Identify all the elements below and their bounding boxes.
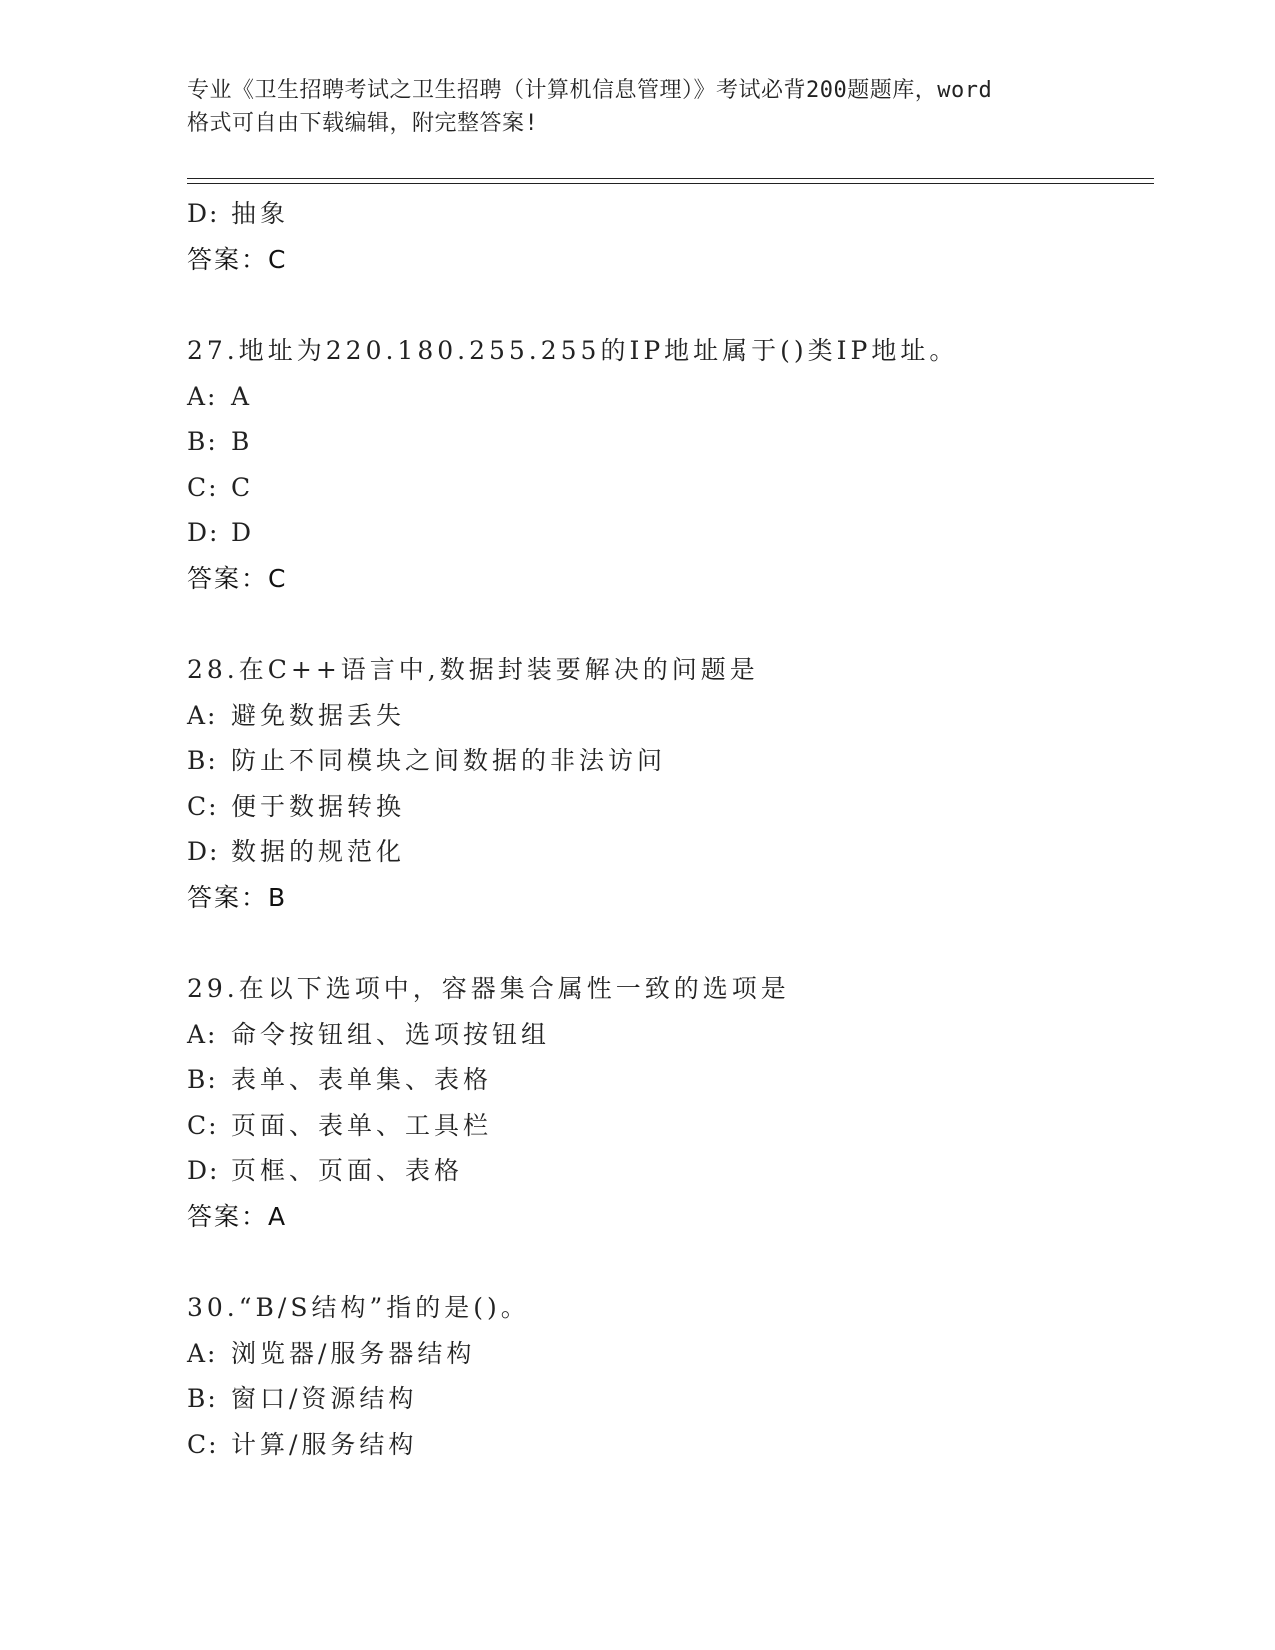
header-line-2: 格式可自由下载编辑，附完整答案! bbox=[187, 111, 539, 136]
question-block bbox=[187, 1285, 1147, 1467]
option-row bbox=[187, 829, 1147, 875]
option-text: 窗口/资源结构 bbox=[231, 1384, 418, 1413]
option-text: 表单、表单集、表格 bbox=[231, 1065, 493, 1094]
option-row bbox=[187, 1376, 1147, 1422]
option-text: 浏览器/服务器结构 bbox=[231, 1338, 476, 1368]
option-label: C: bbox=[187, 791, 219, 821]
option-label: D: bbox=[187, 1156, 220, 1185]
question-block bbox=[187, 647, 1147, 920]
option-row bbox=[187, 738, 1147, 784]
option-row bbox=[187, 1103, 1147, 1149]
option-row bbox=[187, 784, 1147, 830]
option-row bbox=[187, 1012, 1147, 1058]
option-text: A bbox=[231, 381, 254, 411]
document-header bbox=[187, 74, 1087, 140]
option-label: B: bbox=[187, 1384, 218, 1413]
option-label: B: bbox=[187, 427, 218, 456]
option-label: A: bbox=[187, 1019, 218, 1049]
question-text: 28.在C++语言中,数据封装要解决的问题是 bbox=[187, 655, 759, 684]
option-text: C bbox=[231, 472, 255, 502]
answer-text: 答案：C bbox=[187, 244, 288, 274]
question-text: 30.“B/S结构”指的是()。 bbox=[187, 1293, 530, 1322]
option-label: C: bbox=[187, 1110, 219, 1140]
question-text: 29.在以下选项中，容器集合属性一致的选项是 bbox=[187, 974, 790, 1003]
header-rule-top bbox=[187, 178, 1154, 179]
option-label: C: bbox=[187, 1429, 219, 1459]
option-row bbox=[187, 1422, 1147, 1468]
question-block bbox=[187, 191, 1147, 282]
option-text: 抽象 bbox=[231, 199, 290, 228]
answer-text: 答案：C bbox=[187, 563, 288, 593]
option-row bbox=[187, 1148, 1147, 1194]
option-row bbox=[187, 1331, 1147, 1377]
option-label: A: bbox=[187, 1338, 218, 1368]
answer-text: 答案：A bbox=[187, 1201, 288, 1231]
option-row bbox=[187, 510, 1147, 556]
block-spacer bbox=[187, 601, 1147, 647]
option-text: 页面、表单、工具栏 bbox=[231, 1110, 493, 1140]
option-label: B: bbox=[187, 746, 218, 775]
option-text: 页框、页面、表格 bbox=[231, 1156, 464, 1185]
option-text: 防止不同模块之间数据的非法访问 bbox=[231, 746, 667, 775]
block-spacer bbox=[187, 920, 1147, 966]
option-label: C: bbox=[187, 472, 219, 502]
header-rule-bottom bbox=[187, 183, 1154, 184]
option-row bbox=[187, 191, 1147, 237]
option-text: B bbox=[231, 427, 254, 456]
header-line-1: 专业《卫生招聘考试之卫生招聘（计算机信息管理）》考试必背200题题库，word bbox=[187, 78, 993, 103]
answer-text: 答案：B bbox=[187, 882, 288, 912]
option-label: B: bbox=[187, 1065, 218, 1094]
option-label: A: bbox=[187, 381, 218, 411]
option-label: D: bbox=[187, 199, 220, 228]
option-row bbox=[187, 374, 1147, 420]
block-spacer bbox=[187, 1239, 1147, 1285]
option-text: 命令按钮组、选项按钮组 bbox=[231, 1019, 551, 1049]
option-text: 避免数据丢失 bbox=[231, 700, 406, 730]
option-row bbox=[187, 465, 1147, 511]
option-text: 计算/服务结构 bbox=[231, 1429, 418, 1459]
option-label: D: bbox=[187, 837, 220, 866]
option-row bbox=[187, 693, 1147, 739]
option-label: A: bbox=[187, 700, 218, 730]
question-block bbox=[187, 328, 1147, 601]
option-text: D bbox=[231, 518, 256, 547]
block-spacer bbox=[187, 282, 1147, 328]
option-text: 数据的规范化 bbox=[231, 837, 406, 866]
question-list bbox=[187, 191, 1147, 1467]
option-label: D: bbox=[187, 518, 220, 547]
option-row bbox=[187, 419, 1147, 465]
question-text: 27.地址为220.180.255.255的IP地址属于()类IP地址。 bbox=[187, 336, 959, 365]
option-row bbox=[187, 1057, 1147, 1103]
option-text: 便于数据转换 bbox=[231, 791, 406, 821]
question-block bbox=[187, 966, 1147, 1239]
